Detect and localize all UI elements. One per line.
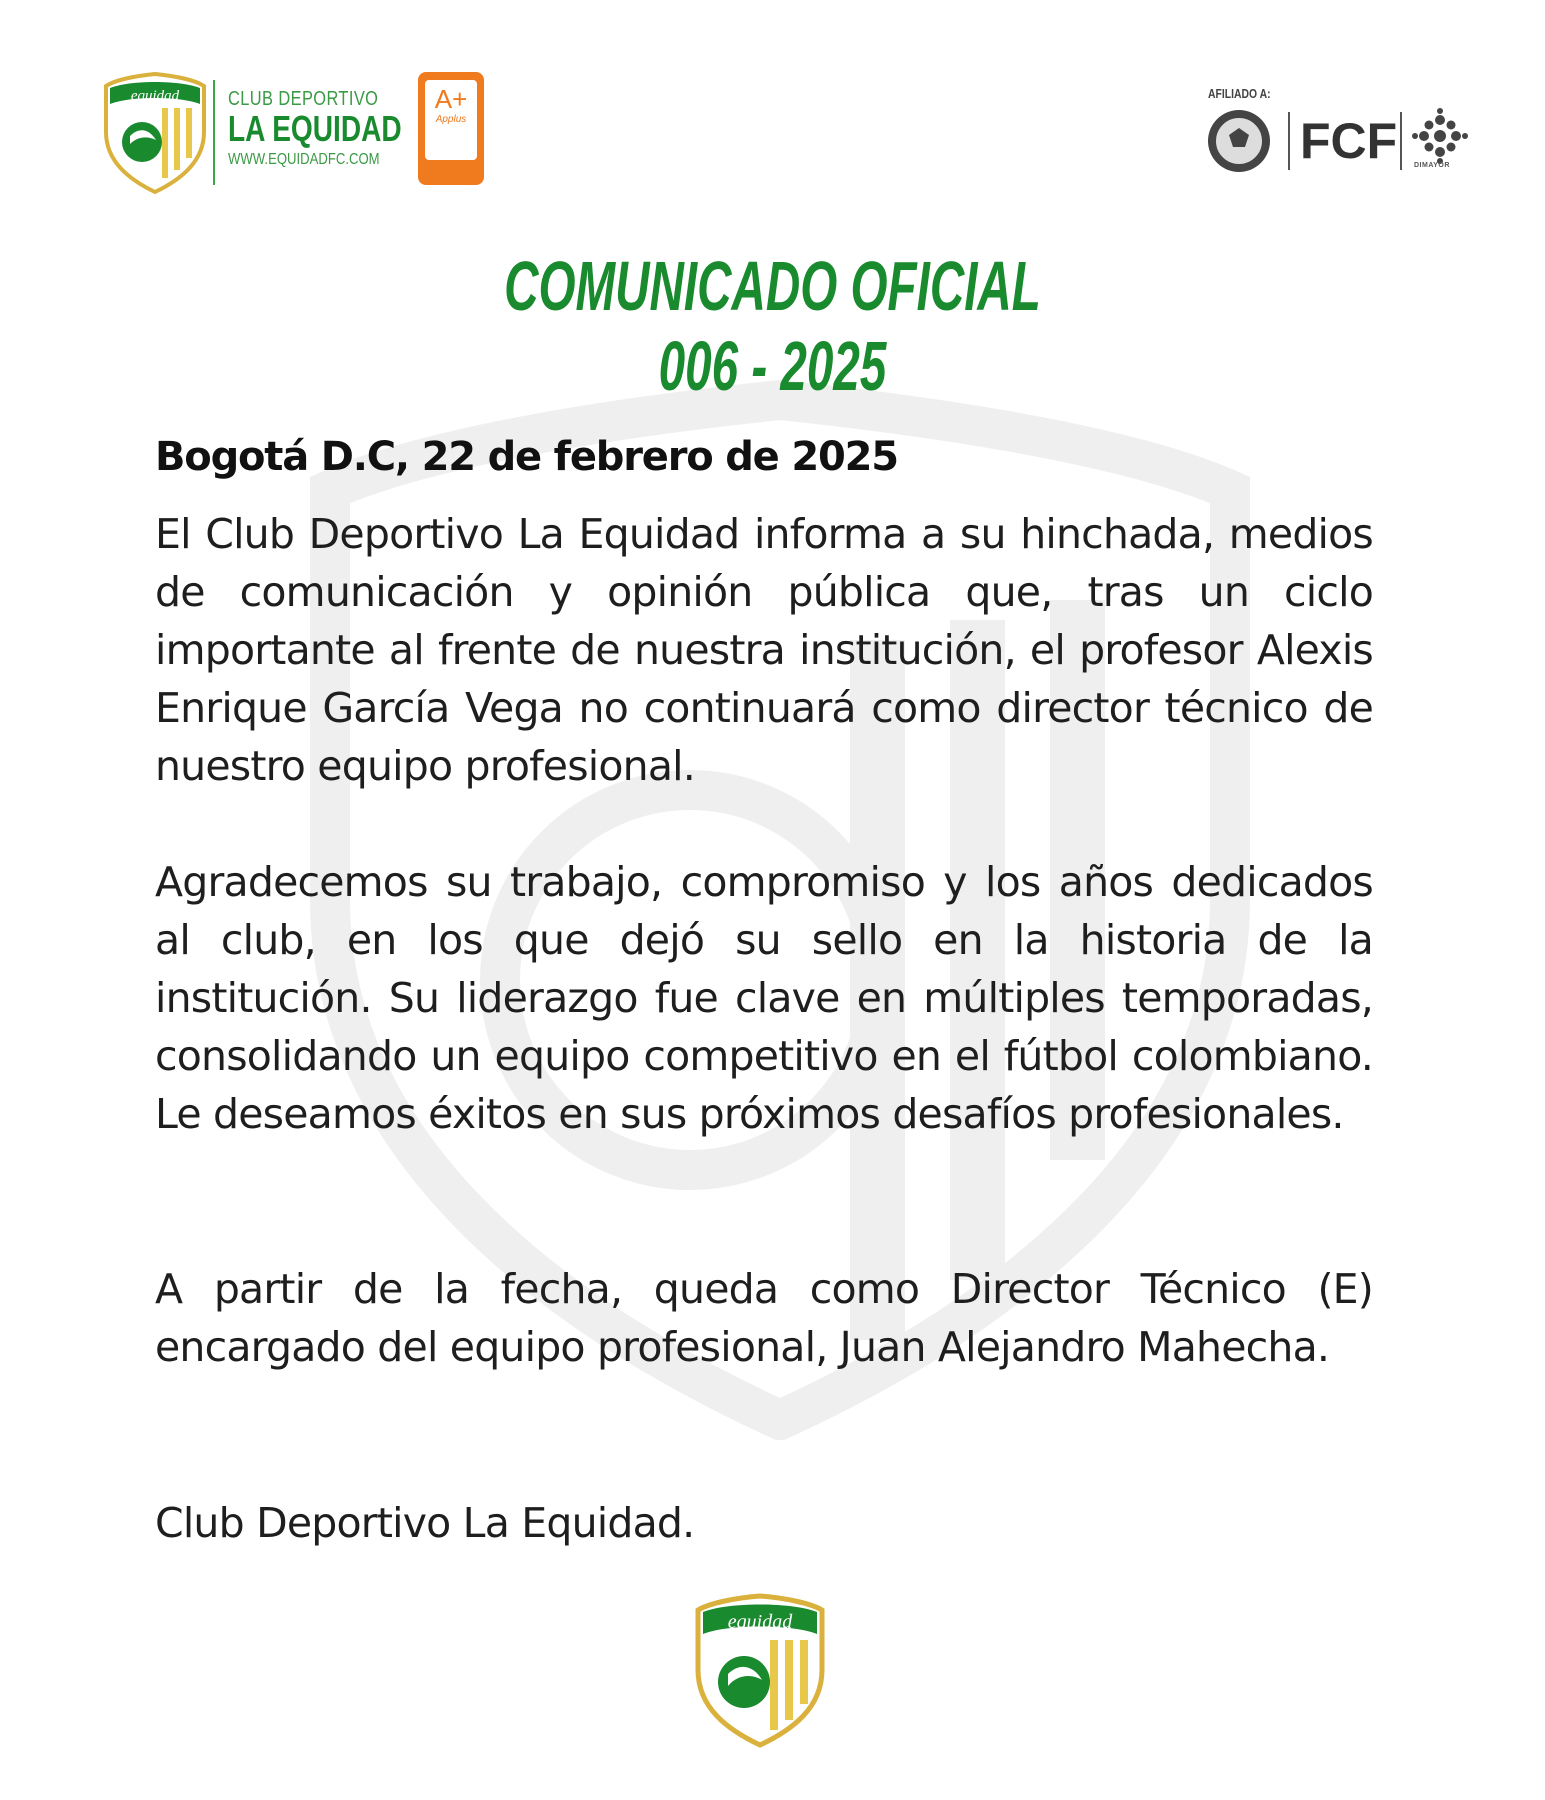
footer-crest-icon [690, 1590, 830, 1750]
affiliation-divider [1400, 112, 1402, 170]
paragraph: El Club Deportivo La Equidad informa a su hinchada, medios de comunicación y opinión pública que, tras un ciclo importante al frente de nuestra institución, el profesor Alexis Enrique García Vega no continuará como director técnico de nuestro equipo profesional. [155, 510, 1373, 790]
brand-wordmark [228, 88, 402, 169]
closing-signature: Club Deportivo La Equidad. [155, 1499, 695, 1547]
federation-ball-icon [1206, 108, 1272, 174]
document-title: COMUNICADO OFICIAL [504, 247, 1041, 325]
footer-crest-text: equidad [727, 1611, 793, 1633]
fcf-logo-text: FCF [1300, 113, 1398, 169]
certification-name: Applus [435, 114, 467, 125]
club-crest-icon [100, 70, 210, 195]
dimayor-logo-icon [1412, 108, 1468, 164]
certification-badge [418, 72, 484, 185]
affiliation-label: AFILIADO A: [1208, 86, 1271, 101]
dateline: Bogotá D.C, 22 de febrero de 2025 [155, 434, 898, 480]
document-number: 006 - 2025 [658, 327, 887, 405]
brand-line-name: LA EQUIDAD [228, 108, 402, 149]
brand-divider [213, 80, 215, 185]
brand-website: WWW.EQUIDADFC.COM [228, 151, 380, 168]
paragraph: A partir de la fecha, queda como Director Técnico (E) encargado del equipo profesional, Juan Alejandro Mahecha. [155, 1265, 1373, 1371]
paragraph: Agradecemos su trabajo, compromiso y los años dedicados al club, en los que dejó su sello en la historia de la institución. Su liderazgo fue clave en múltiples temporadas, consolidando un equipo competitivo en el fútbol colombiano. Le deseamos éxitos en sus próximos desafíos profesionales. [155, 858, 1373, 1138]
brand-line-club: CLUB DEPORTIVO [228, 88, 379, 110]
certification-grade: A+ [434, 84, 468, 114]
dimayor-logo-text: DIMAYOR [1414, 162, 1450, 169]
crest-text: equidad [130, 88, 180, 104]
affiliation-divider [1288, 112, 1290, 170]
